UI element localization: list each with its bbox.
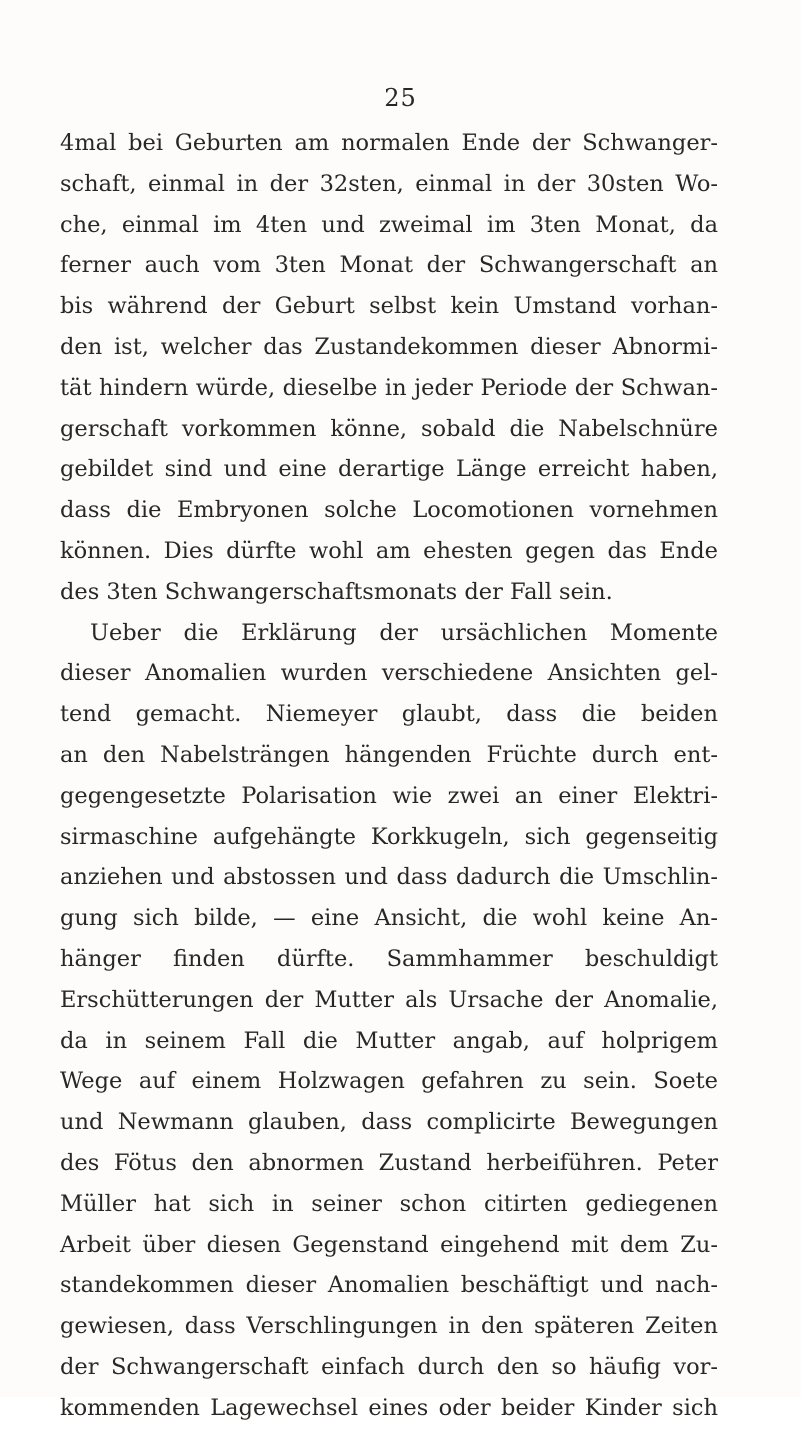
text-line: da in seinem Fall die Mutter angab, auf holprigem (60, 1027, 718, 1054)
text-line: dieser Anomalien wurden verschiedene Ansichten gel- (60, 660, 718, 687)
body-text (60, 123, 718, 1429)
text-line: gegengesetzte Polarisation wie zwei an einer Elektri- (60, 782, 718, 809)
paragraph-start-line: Ueber die Erklärung der ursächlichen Momente (90, 619, 718, 646)
text-line: dass die Embryonen solche Locomotionen vornehmen (60, 497, 718, 524)
text-line: bis während der Geburt selbst kein Umstand vorhan- (60, 293, 718, 320)
text-line: gerschaft vorkommen könne, sobald die Nabelschnüre (60, 415, 718, 442)
text-line: tend gemacht. Niemeyer glaubt, dass die beiden (60, 701, 718, 728)
text-line: Wege auf einem Holzwagen gefahren zu sein. Soete (60, 1068, 718, 1095)
text-line: schaft, einmal in der 32sten, einmal in der 30sten Wo- (60, 170, 718, 197)
text-line: kommenden Lagewechsel eines oder beider Kinder sich (60, 1394, 718, 1421)
text-line: anziehen und abstossen und dass dadurch die Umschlin- (60, 864, 718, 891)
text-line: tät hindern würde, dieselbe in jeder Periode der Schwan- (60, 374, 718, 401)
text-line: gebildet sind und eine derartige Länge erreicht haben, (60, 456, 718, 483)
text-line: 4mal bei Geburten am normalen Ende der Schwanger- (60, 130, 718, 156)
text-line: che, einmal im 4ten und zweimal im 3ten Monat, da (60, 211, 718, 238)
text-line: des Fötus den abnormen Zustand herbeiführen. Peter (60, 1149, 718, 1176)
text-line: standekommen dieser Anomalien beschäftigt und nach- (60, 1272, 718, 1299)
text-line: Erschütterungen der Mutter als Ursache der Anomalie, (60, 986, 718, 1013)
text-line: können. Dies dürfte wohl am ehesten gegen das Ende (60, 537, 718, 564)
text-line: sirmaschine aufgehängte Korkkugeln, sich gegenseitig (60, 823, 718, 850)
text-line: der Schwangerschaft einfach durch den so häufig vor- (60, 1353, 718, 1380)
page-number: 25 (384, 84, 417, 112)
text-line: Arbeit über diesen Gegenstand eingehend mit dem Zu- (60, 1231, 718, 1258)
text-line: und Newmann glauben, dass complicirte Bewegungen (60, 1109, 718, 1136)
paragraph-end-line: des 3ten Schwangerschaftsmonats der Fall sein. (60, 578, 613, 605)
text-line: ferner auch vom 3ten Monat der Schwangerschaft an (60, 252, 718, 279)
text-line: an den Nabelsträngen hängenden Früchte durch ent- (60, 741, 718, 768)
text-line: Müller hat sich in seiner schon citirten gediegenen (60, 1190, 718, 1217)
text-line: gung sich bilde, — eine Ansicht, die wohl keine An- (60, 905, 718, 932)
text-line: gewiesen, dass Verschlingungen in den späteren Zeiten (60, 1313, 718, 1340)
text-line: hänger finden dürfte. Sammhammer beschuldigt (60, 945, 718, 972)
text-line: den ist, welcher das Zustandekommen dieser Abnormi- (60, 333, 718, 360)
